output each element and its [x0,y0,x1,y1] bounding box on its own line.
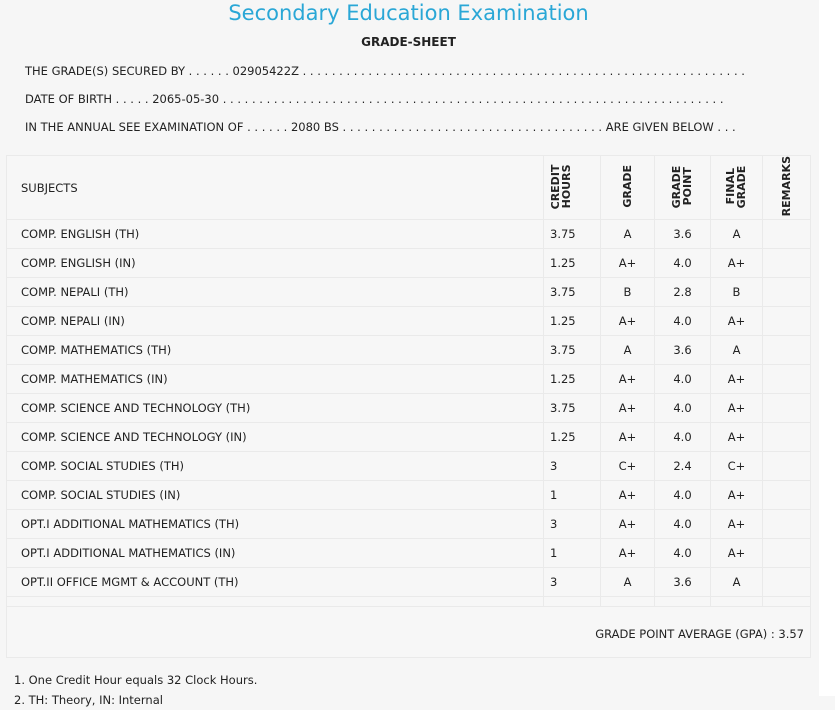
final-grade-cell: B [711,278,763,307]
table-row [7,452,811,481]
table-header-row [7,156,811,220]
final-grade-cell: A+ [711,539,763,568]
table-row [7,278,811,307]
table-row [7,394,811,423]
grade-point-cell: 2.4 [655,452,711,481]
grade-cell: A+ [601,365,655,394]
final-grade-cell: A+ [711,307,763,336]
final-grade-cell: C+ [711,452,763,481]
gpa-value: GRADE POINT AVERAGE (GPA) : 3.57 [595,627,804,641]
subject-cell: COMP. SOCIAL STUDIES (IN) [7,481,544,510]
remarks-cell [763,278,811,307]
final-grade-cell: A [711,568,763,597]
grade-point-cell: 4.0 [655,423,711,452]
grade-sheet-heading: GRADE-SHEET [361,35,456,49]
header-final-grade: FINAL GRADE [711,156,763,220]
final-grade-cell: A+ [711,481,763,510]
grade-point-cell: 3.6 [655,568,711,597]
secured-by-line: THE GRADE(S) SECURED BY . . . . . . 02905422Z . . . . . . . . . . . . . . . . . . . . . . . . . . . . . . . . . . . . . . . . . . . . . . . . . . . . . . . . . . . . . [25,64,745,78]
remarks-cell [763,249,811,278]
table-row [7,481,811,510]
credit-hours-cell: 1.25 [544,423,601,452]
grade-point-cell: 4.0 [655,510,711,539]
credit-hours-cell: 1.25 [544,249,601,278]
credit-hours-cell: 3.75 [544,278,601,307]
grade-cell: A+ [601,249,655,278]
grade-point-cell: 4.0 [655,365,711,394]
credit-hours-cell: 3 [544,452,601,481]
credit-hours-cell: 1 [544,481,601,510]
grade-point-cell: 3.6 [655,220,711,249]
table-row [7,510,811,539]
grade-cell: A [601,568,655,597]
grade-cell: C+ [601,452,655,481]
table-row [7,220,811,249]
final-grade-cell: A+ [711,423,763,452]
subject-cell: COMP. SCIENCE AND TECHNOLOGY (IN) [7,423,544,452]
table-row [7,249,811,278]
grade-cell: A+ [601,394,655,423]
remarks-cell [763,452,811,481]
final-grade-cell: A [711,336,763,365]
table-row [7,365,811,394]
subject-cell: COMP. SCIENCE AND TECHNOLOGY (TH) [7,394,544,423]
subject-cell: COMP. NEPALI (IN) [7,307,544,336]
table-row [7,336,811,365]
final-grade-cell: A+ [711,365,763,394]
subject-cell: COMP. SOCIAL STUDIES (TH) [7,452,544,481]
grade-cell: A+ [601,307,655,336]
grade-cell: A+ [601,481,655,510]
header-grade: GRADE [601,156,655,220]
remarks-cell [763,568,811,597]
grade-point-cell: 4.0 [655,307,711,336]
final-grade-cell: A+ [711,394,763,423]
remarks-cell [763,394,811,423]
remarks-cell [763,365,811,394]
date-of-birth-line: DATE OF BIRTH . . . . . 2065-05-30 . . . . . . . . . . . . . . . . . . . . . . . . . . . . . . . . . . . . . . . . . . . . . . . . . . . . . . . . . . . . . . . . . . . . . [25,92,724,106]
notes [14,670,257,710]
note-item: 1. One Credit Hour equals 32 Clock Hours. [14,673,258,687]
subject-cell: OPT.II OFFICE MGMT & ACCOUNT (TH) [7,568,544,597]
header-grade-point: GRADE POINT [655,156,711,220]
grade-point-cell: 4.0 [655,539,711,568]
remarks-cell [763,423,811,452]
grade-point-cell: 4.0 [655,394,711,423]
table-row [7,539,811,568]
credit-hours-cell: 3.75 [544,394,601,423]
remarks-cell [763,510,811,539]
gpa-row [6,606,811,658]
remarks-cell [763,220,811,249]
note-item: 2. TH: Theory, IN: Internal [14,693,163,707]
credit-hours-cell: 3.75 [544,336,601,365]
credit-hours-cell: 1.25 [544,307,601,336]
grade-cell: A+ [601,510,655,539]
remarks-cell [763,336,811,365]
grade-cell: A [601,220,655,249]
final-grade-cell: A+ [711,510,763,539]
subject-cell: OPT.I ADDITIONAL MATHEMATICS (IN) [7,539,544,568]
subject-cell: COMP. ENGLISH (TH) [7,220,544,249]
page-right-margin [819,0,835,696]
credit-hours-cell: 3 [544,568,601,597]
header-remarks: REMARKS [763,156,811,220]
remarks-cell [763,539,811,568]
header-credit-hours: CREDIT HOURS [544,156,601,220]
subject-cell: COMP. MATHEMATICS (IN) [7,365,544,394]
grades-table [6,155,811,626]
credit-hours-cell: 3.75 [544,220,601,249]
table-row [7,307,811,336]
credit-hours-cell: 3 [544,510,601,539]
exam-line: IN THE ANNUAL SEE EXAMINATION OF . . . . . . 2080 BS . . . . . . . . . . . . . . . . . . . . . . . . . . . . . . . . . . . . ARE GIVEN BELOW . . . [25,120,736,134]
header-subjects: SUBJECTS [7,156,544,220]
credit-hours-cell: 1 [544,539,601,568]
grade-point-cell: 3.6 [655,336,711,365]
subject-cell: COMP. NEPALI (TH) [7,278,544,307]
subject-cell: COMP. MATHEMATICS (TH) [7,336,544,365]
table-row [7,423,811,452]
remarks-cell [763,481,811,510]
page-title: Secondary Education Examination [228,1,589,25]
subject-cell: OPT.I ADDITIONAL MATHEMATICS (TH) [7,510,544,539]
final-grade-cell: A+ [711,249,763,278]
grade-cell: A+ [601,539,655,568]
grade-point-cell: 4.0 [655,481,711,510]
table-row [7,568,811,597]
grade-point-cell: 4.0 [655,249,711,278]
grade-cell: B [601,278,655,307]
remarks-cell [763,307,811,336]
grade-point-cell: 2.8 [655,278,711,307]
final-grade-cell: A [711,220,763,249]
grade-cell: A+ [601,423,655,452]
grade-cell: A [601,336,655,365]
credit-hours-cell: 1.25 [544,365,601,394]
subject-cell: COMP. ENGLISH (IN) [7,249,544,278]
